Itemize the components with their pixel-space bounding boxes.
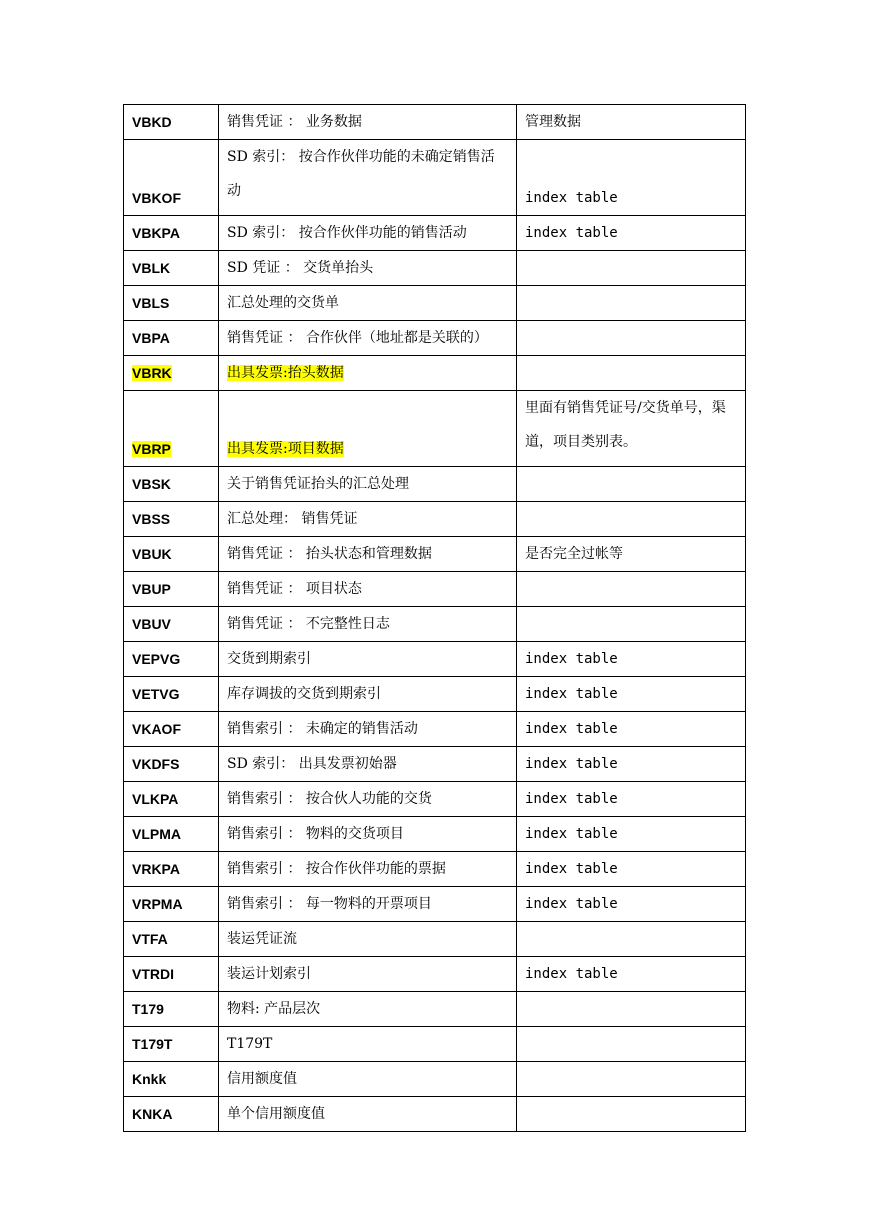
table-note-cell [517,286,746,321]
table-row [124,251,746,286]
table-description-cell: 销售索引 ： 按合伙人功能的交货 [219,782,517,817]
table-note-cell: index table [517,642,746,677]
table-code-cell: VKAOF [124,712,219,747]
table-row [124,105,746,140]
table-note-cell: index table [517,957,746,992]
table-code-cell: VBUV [124,607,219,642]
sap-table-list [123,104,746,1132]
table-note-cell [517,1097,746,1132]
table-description-cell: 装运凭证流 [219,922,517,957]
table-note-cell [517,1027,746,1062]
table-code-cell: VETVG [124,677,219,712]
table-description-cell: 汇总处理： 销售凭证 [219,502,517,537]
table-description-cell: 单个信用额度值 [219,1097,517,1132]
table-description-cell: 销售索引 ： 未确定的销售活动 [219,712,517,747]
table-row [124,140,746,216]
table-row [124,747,746,782]
table-row [124,286,746,321]
table-code-cell: VBPA [124,321,219,356]
table-row [124,391,746,467]
table-note-cell: index table [517,216,746,251]
table-row [124,1027,746,1062]
table-code-cell: VBKPA [124,216,219,251]
table-description-cell: 信用额度值 [219,1062,517,1097]
table-description-cell: 销售凭证 ： 合作伙伴（地址都是关联的） [219,321,517,356]
table-description-cell [219,391,517,467]
table-code-cell: VBLS [124,286,219,321]
table-row [124,356,746,391]
table-description-cell: 物料: 产品层次 [219,992,517,1027]
table-note-cell [517,467,746,502]
table-note-cell [517,356,746,391]
table-note-cell [517,922,746,957]
table-note-cell: 管理数据 [517,105,746,140]
table-note-cell: index table [517,677,746,712]
table-note-cell [517,391,746,467]
highlighted-code: VBRK [132,365,172,381]
table-row [124,1097,746,1132]
table-description-cell: SD 索引： 出具发票初始器 [219,747,517,782]
description-text: SD 索引： 按合作伙伴功能的未确定销售活动 [227,149,495,199]
table-row [124,467,746,502]
table-row [124,1062,746,1097]
table-row [124,782,746,817]
table-code-cell: KNKA [124,1097,219,1132]
table-code-cell: VBSK [124,467,219,502]
table-description-cell: 库存调拔的交货到期索引 [219,677,517,712]
table-note-cell: index table [517,712,746,747]
table-description-cell [219,356,517,391]
table-row [124,817,746,852]
table-code-cell: VBSS [124,502,219,537]
table-description-cell: 销售凭证 ： 业务数据 [219,105,517,140]
table-code-cell: VBLK [124,251,219,286]
table-code-cell: VBKOF [124,140,219,216]
table-description-cell: T179T [219,1027,517,1062]
table-note-cell: 是否完全过帐等 [517,537,746,572]
table-code-cell: VLPMA [124,817,219,852]
table-row [124,992,746,1027]
table-note-cell: index table [517,782,746,817]
table-note-cell [517,992,746,1027]
highlighted-code: VBRP [132,441,171,457]
table-description-cell: SD 索引： 按合作伙伴功能的销售活动 [219,216,517,251]
table-code-cell: VTRDI [124,957,219,992]
table-description-cell: 销售凭证 ： 不完整性日志 [219,607,517,642]
table-row [124,957,746,992]
table-row [124,216,746,251]
table-row [124,572,746,607]
table-note-cell [517,607,746,642]
table-note-cell: index table [517,817,746,852]
table-code-cell: VRKPA [124,852,219,887]
table-code-cell: VBUK [124,537,219,572]
table-row [124,677,746,712]
table-description-cell: 销售索引 ： 按合作伙伴功能的票据 [219,852,517,887]
table-note-cell [517,502,746,537]
table-code-cell: Knkk [124,1062,219,1097]
table-note-cell [517,321,746,356]
table-code-cell: VBUP [124,572,219,607]
table-row [124,922,746,957]
table-description-cell: 销售凭证 ： 项目状态 [219,572,517,607]
table-description-cell: 关于销售凭证抬头的汇总处理 [219,467,517,502]
table-code-cell [124,356,219,391]
table-row [124,607,746,642]
table-note-cell: index table [517,747,746,782]
table-code-cell: VLKPA [124,782,219,817]
highlighted-description: 出具发票:抬头数据 [227,365,344,381]
table-code-cell [124,391,219,467]
table-row [124,852,746,887]
table-code-cell: T179 [124,992,219,1027]
table-note-cell [517,251,746,286]
table-row [124,887,746,922]
table-code-cell: VTFA [124,922,219,957]
table-description-cell: 汇总处理的交货单 [219,286,517,321]
table-description-cell: 销售索引 ： 每一物料的开票项目 [219,887,517,922]
note-text: 里面有销售凭证号/交货单号，渠道，项目类别表。 [525,400,726,450]
table-description-cell: 销售索引 ： 物料的交货项目 [219,817,517,852]
table-code-cell: VKDFS [124,747,219,782]
table-code-cell: VRPMA [124,887,219,922]
table-description-cell: 装运计划索引 [219,957,517,992]
table-description-cell: SD 凭证 ： 交货单抬头 [219,251,517,286]
table-row [124,321,746,356]
table-note-cell: index table [517,887,746,922]
highlighted-description: 出具发票:项目数据 [227,441,344,457]
table-code-cell: T179T [124,1027,219,1062]
table-code-cell: VBKD [124,105,219,140]
table-code-cell: VEPVG [124,642,219,677]
table-row [124,642,746,677]
table-note-cell: index table [517,140,746,216]
table-row [124,537,746,572]
table-description-cell: 交货到期索引 [219,642,517,677]
table-description-cell: 销售凭证 ： 抬头状态和管理数据 [219,537,517,572]
table-row [124,502,746,537]
table-note-cell: index table [517,852,746,887]
table-note-cell [517,572,746,607]
table-description-cell [219,140,517,216]
table-note-cell [517,1062,746,1097]
table-row [124,712,746,747]
